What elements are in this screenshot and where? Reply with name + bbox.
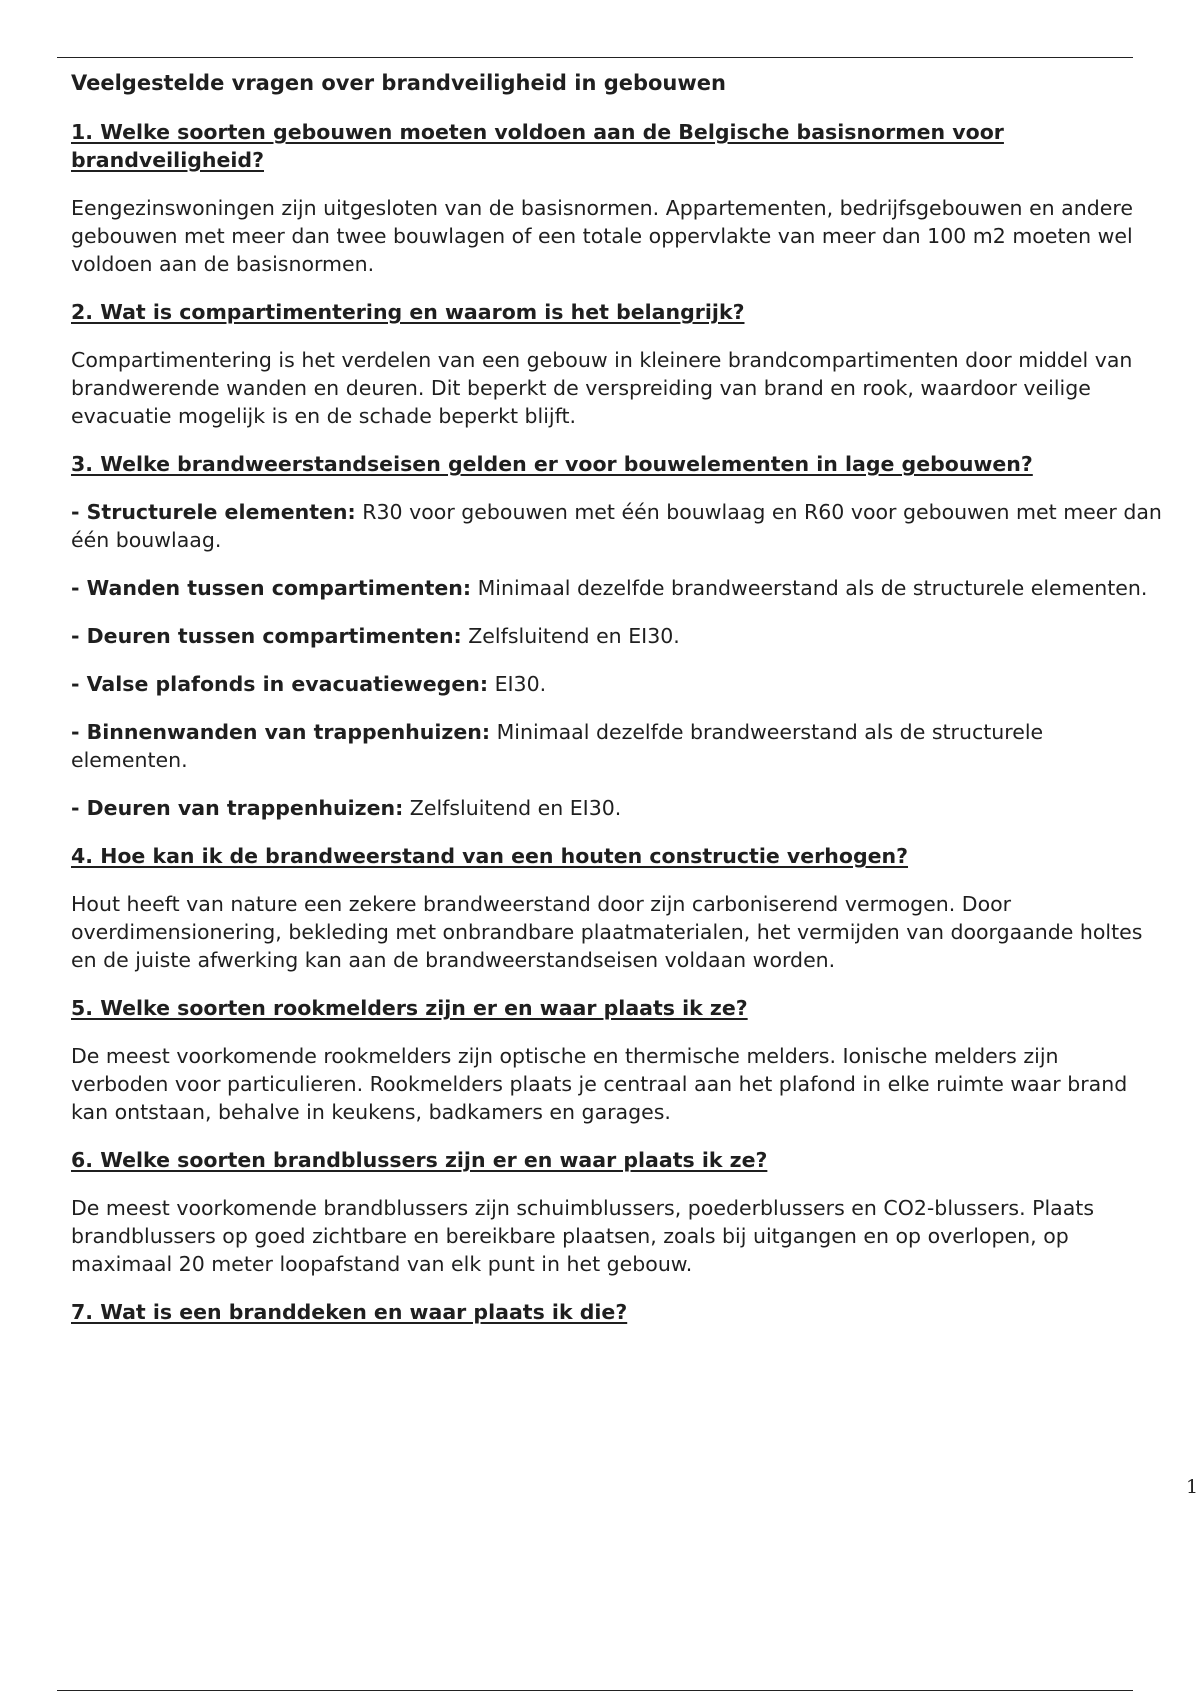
requirement-item <box>71 622 1151 650</box>
faq-section-4 <box>71 842 1151 974</box>
answer-text: Compartimentering is het verdelen van een gebouw in kleinere brandcompartimenten door middel van brandwerende wanden en deuren. Dit beperkt de verspreiding van brand en rook, waardoor veilige evacuatie mogelijk is en de schade beperkt blijft. <box>71 348 1133 428</box>
document-title: Veelgestelde vragen over brandveiligheid in gebouwen <box>71 71 726 95</box>
requirement-label: - Wanden tussen compartimenten: <box>71 576 472 600</box>
faq-section-3 <box>71 450 1162 822</box>
question-heading: 4. Hoe kan ik de brandweerstand van een houten constructie verhogen? <box>71 844 909 868</box>
faq-section-1 <box>71 118 1151 278</box>
requirement-item <box>71 574 1151 602</box>
faq-section-7 <box>71 1298 1151 1326</box>
requirement-text: Zelfsluitend en EI30. <box>468 624 680 648</box>
requirement-item <box>71 718 1151 774</box>
requirement-label: - Valse plafonds in evacuatiewegen: <box>71 672 489 696</box>
requirement-text: EI30. <box>494 672 547 696</box>
faq-section-2 <box>71 298 1151 430</box>
requirement-text: Zelfsluitend en EI30. <box>409 796 622 820</box>
requirement-text: Minimaal dezelfde brandweerstand als de structurele elementen. <box>477 576 1148 600</box>
requirement-text: Minimaal dezelfde brandweerstand als de structurele elementen. <box>71 720 1044 772</box>
top-rule <box>57 57 1133 58</box>
document-body <box>71 68 1162 1346</box>
answer-text: Hout heeft van nature een zekere brandweerstand door zijn carboniserend vermogen. Door overdimensionering, bekleding met onbrandbare plaatmaterialen, het vermijden van doorgaande holtes en de juiste afwerking kan aan de brandweerstandseisen voldaan worden. <box>71 892 1143 972</box>
question-heading: 5. Welke soorten rookmelders zijn er en waar plaats ik ze? <box>71 996 748 1020</box>
question-heading: 1. Welke soorten gebouwen moeten voldoen aan de Belgische basisnormen voor brandveiligheid? <box>71 120 1004 172</box>
answer-text: Eengezinswoningen zijn uitgesloten van de basisnormen. Appartementen, bedrijfsgebouwen en andere gebouwen met meer dan twee bouwlagen of een totale oppervlakte van meer dan 100 m2 moeten wel voldoen aan de basisnormen. <box>71 196 1133 276</box>
question-heading: 3. Welke brandweerstandseisen gelden er voor bouwelementen in lage gebouwen? <box>71 452 1033 476</box>
requirement-item <box>71 794 1151 822</box>
requirement-label: - Deuren tussen compartimenten: <box>71 624 462 648</box>
question-heading: 7. Wat is een branddeken en waar plaats ik die? <box>71 1300 628 1324</box>
question-heading: 6. Welke soorten brandblussers zijn er en waar plaats ik ze? <box>71 1148 768 1172</box>
requirement-item <box>71 670 1151 698</box>
page-number: 1 <box>1186 1476 1199 1498</box>
requirement-item <box>71 498 1171 554</box>
requirement-label: - Binnenwanden van trappenhuizen: <box>71 720 491 744</box>
faq-section-6 <box>71 1146 1151 1278</box>
answer-text: De meest voorkomende brandblussers zijn schuimblussers, poederblussers en CO2-blussers. Plaats brandblussers op goed zichtbare en bereikbare plaatsen, zoals bij uitgangen en op overlopen, op maximaal 20 meter loopafstand van elk punt in het gebouw. <box>71 1196 1095 1276</box>
requirement-label: - Deuren van trappenhuizen: <box>71 796 404 820</box>
question-heading: 2. Wat is compartimentering en waarom is het belangrijk? <box>71 300 745 324</box>
requirement-text: R30 voor gebouwen met één bouwlaag en R60 voor gebouwen met meer dan één bouwlaag. <box>71 500 1162 552</box>
requirement-label: - Structurele elementen: <box>71 500 356 524</box>
faq-section-5 <box>71 994 1151 1126</box>
answer-text: De meest voorkomende rookmelders zijn optische en thermische melders. Ionische melders zijn verboden voor particulieren. Rookmelders plaats je centraal aan het plafond in elke ruimte waar brand kan ontstaan, behalve in keukens, badkamers en garages. <box>71 1044 1128 1124</box>
bottom-rule <box>57 1690 1133 1691</box>
